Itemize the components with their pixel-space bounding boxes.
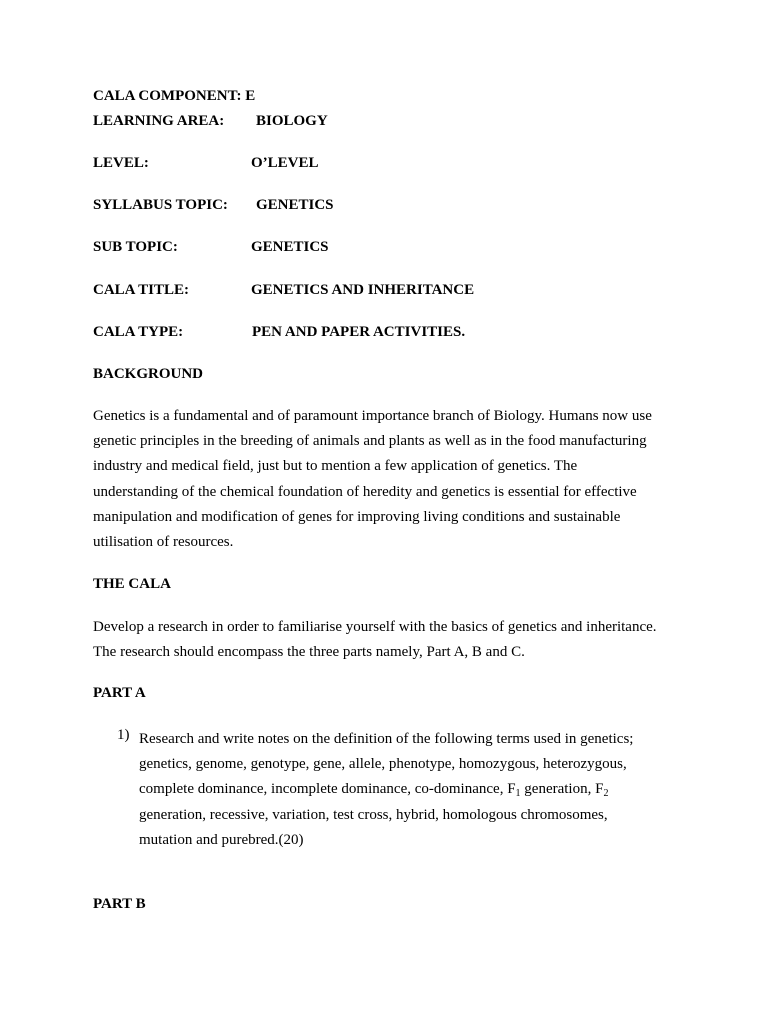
background-line: manipulation and modification of genes for improving living conditions and sustainable [93, 508, 621, 525]
the-cala-heading: THE CALA [93, 576, 171, 592]
part-a-line: Research and write notes on the definition of the following terms used in genetics; [139, 731, 634, 747]
sub-topic-label: SUB TOPIC: [93, 239, 178, 255]
list-item-number: 1) [117, 727, 130, 743]
part-a-list-item [139, 727, 699, 853]
the-cala-paragraph [93, 615, 693, 665]
learning-area-value: BIOLOGY [256, 113, 328, 129]
background-line: understanding of the chemical foundation of heredity and genetics is essential for effective [93, 483, 637, 500]
background-line: Genetics is a fundamental and of paramount importance branch of Biology. Humans now use [93, 408, 652, 424]
cala-component-label: CALA COMPONENT: E [93, 88, 256, 104]
the-cala-line: Develop a research in order to familiarise yourself with the basics of genetics and inheritance. [93, 619, 657, 635]
part-a-line: mutation and purebred.(20) [139, 831, 304, 848]
background-line: utilisation of resources. [93, 534, 234, 551]
cala-type-value: PEN AND PAPER ACTIVITIES. [252, 324, 466, 340]
part-a-line [139, 777, 699, 802]
subscript-2: 2 [603, 788, 609, 800]
background-line: genetic principles in the breeding of animals and plants as well as in the food manufacturing [93, 433, 647, 450]
background-paragraph [93, 404, 693, 555]
background-line: industry and medical field, just but to mention a few application of genetics. The [93, 458, 578, 475]
learning-area-label: LEARNING AREA: [93, 113, 225, 129]
part-a-heading: PART A [93, 685, 146, 701]
the-cala-line: The research should encompass the three parts namely, Part A, B and C. [93, 644, 525, 661]
part-a-line-text: complete dominance, incomplete dominance, co-dominance, F [139, 781, 516, 798]
level-label: LEVEL: [93, 155, 149, 171]
syllabus-topic-value: GENETICS [256, 197, 334, 213]
part-a-line: genetics, genome, genotype, gene, allele, phenotype, homozygous, heterozygous, [139, 756, 627, 773]
part-a-line-text: generation, F [520, 781, 604, 798]
cala-title-label: CALA TITLE: [93, 282, 190, 298]
cala-type-label: CALA TYPE: [93, 324, 184, 340]
sub-topic-value: GENETICS [251, 239, 329, 255]
background-heading: BACKGROUND [93, 366, 204, 382]
subscript-1: 1 [515, 788, 521, 800]
syllabus-topic-label: SYLLABUS TOPIC: [93, 197, 228, 213]
part-a-line: generation, recessive, variation, test cross, hybrid, homologous chromosomes, [139, 806, 608, 823]
part-b-heading: PART B [93, 896, 146, 912]
level-value: O’LEVEL [251, 155, 319, 171]
cala-title-value: GENETICS AND INHERITANCE [251, 282, 475, 298]
